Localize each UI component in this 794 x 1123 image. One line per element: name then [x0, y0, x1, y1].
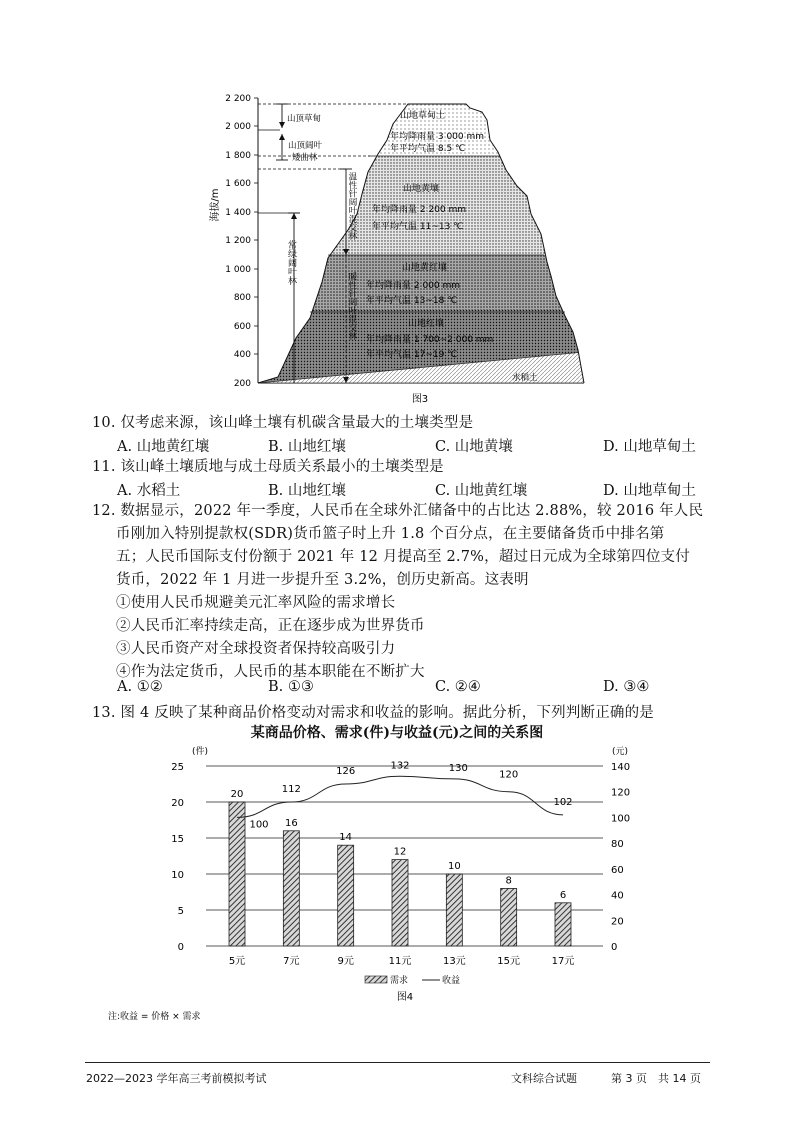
footer-exam-title: 2022—2023 学年高三考前模拟考试 [86, 1072, 267, 1085]
q10-option-d: D. 山地草甸土 [603, 439, 696, 455]
zone-huangrang-temp: 年平均气温 11~13 ℃ [372, 222, 464, 232]
fig3-ytick: 1 200 [225, 236, 251, 246]
revenue-value-label: 112 [281, 784, 301, 795]
fig3-ytick: 2 000 [225, 122, 251, 132]
demand-bar [392, 860, 408, 946]
q12-statement-3: ③人民币资产对全球投资者保持较高吸引力 [116, 641, 396, 657]
revenue-line [237, 776, 563, 817]
revenue-value-label: 130 [448, 762, 468, 774]
demand-value-label: 20 [230, 789, 244, 800]
zone-huanghong-temp: 年平均气温 13~18 ℃ [366, 296, 458, 306]
q10-stem: 10. 仅考虑来源，该山峰土壤有机碳含量最大的土壤类型是 [92, 415, 474, 431]
q12-option-d: D. ③④ [603, 679, 650, 695]
footer-page-number: 第 3 页 共 14 页 [611, 1072, 701, 1085]
q10-option-c: C. 山地黄壤 [435, 439, 513, 455]
fig3-caption: 图3 [411, 394, 429, 405]
category-label: 9元 [337, 956, 354, 967]
zone-caodian-name: 山地草甸土 [400, 111, 446, 121]
chart-right-unit: (元) [612, 747, 629, 757]
zone-hongrang-name: 山地红壤 [408, 319, 445, 329]
revenue-value-label: 132 [390, 760, 410, 772]
right-tick-label: 140 [611, 762, 631, 773]
q12-option-b: B. ①③ [268, 679, 314, 695]
q11-option-a: A. 水稻土 [117, 483, 181, 499]
demand-bar [229, 802, 245, 946]
left-tick-label: 10 [171, 870, 184, 881]
legend-bar-label: 需求 [390, 976, 409, 986]
category-label: 13元 [442, 956, 466, 967]
demand-value-label: 10 [447, 861, 461, 872]
right-tick-label: 0 [611, 942, 618, 953]
footer-subject: 文科综合试题 [511, 1072, 577, 1085]
veg-label-changlv: 常绿阔叶林 [286, 240, 296, 285]
q12-line-2: 币刚加入特别提款权(SDR)货币篮子时上升 1.8 个百分点，在主要储备货币中排名第 [116, 526, 665, 542]
zone-huangrang-rain: 年均降雨量 2 200 mm [372, 205, 467, 215]
q13-stem: 13. 图 4 反映了某种商品价格变动对需求和收益的影响。据此分析，下列判断正确的是 [92, 705, 655, 721]
q12-statement-4: ④作为法定货币，人民币的基本职能在不断扩大 [116, 664, 425, 680]
q12-line-3: 五；人民币国际支付份额于 2021 年 12 月提高至 2.7%，超过日元成为全球第四位支付 [116, 549, 690, 565]
q11-option-d: D. 山地草甸土 [603, 483, 696, 499]
fig3-ytick: 600 [233, 322, 251, 332]
left-tick-label: 5 [177, 906, 184, 917]
fig3-ytick: 200 [233, 379, 251, 389]
revenue-value-label: 126 [336, 766, 356, 777]
zone-huanghong-rain: 年均降雨量 2 000 mm [366, 281, 461, 291]
demand-value-label: 16 [284, 817, 298, 829]
veg-label-kuoye-1: 山顶阔叶 [288, 141, 323, 151]
zone-caodian-temp: 年平均气温 8.5 ℃ [390, 144, 466, 154]
q11-stem: 11. 该山峰土壤质地与成土母质关系最小的土壤类型是 [92, 459, 444, 475]
fig3-ytick: 2 200 [225, 94, 251, 104]
left-tick-label: 0 [177, 942, 184, 953]
category-label: 15元 [497, 956, 521, 967]
zone-shuidao-name: 水稻土 [512, 373, 538, 383]
category-label: 17元 [551, 956, 575, 967]
q12-option-a: A. ①② [117, 679, 163, 695]
right-tick-label: 40 [611, 890, 624, 902]
right-tick-label: 120 [611, 787, 631, 799]
right-tick-label: 60 [611, 864, 624, 876]
demand-value-label: 8 [505, 875, 512, 887]
category-label: 5元 [228, 956, 246, 967]
fig3-ytick: 800 [233, 293, 251, 303]
chart-title: 某商品价格、需求(件)与收益(元)之间的关系图 [250, 725, 544, 741]
category-label: 7元 [283, 956, 300, 967]
chart-left-unit: (件) [192, 747, 209, 757]
demand-bar [501, 888, 517, 946]
q12-statement-2: ②人民币汇率持续走高，正在逐步成为世界货币 [116, 618, 425, 634]
zone-huanghong-name: 山地黄红壤 [402, 263, 448, 273]
demand-value-label: 6 [559, 889, 567, 901]
legend-line-label: 收益 [442, 976, 461, 986]
figure-4-chart [0, 740, 794, 1030]
q10-option-a: A. 山地黄红壤 [117, 439, 210, 455]
revenue-value-label: 102 [553, 796, 573, 808]
veg-label-hunjiao-warm: 温性针阔叶混交林 [347, 172, 357, 240]
fig4-caption: 图4 [396, 992, 414, 1003]
q11-option-c: C. 山地黄红壤 [435, 483, 528, 499]
veg-label-caodian: 山顶草甸 [287, 114, 322, 124]
revenue-value-label: 120 [499, 769, 519, 781]
fig3-ytick: 1 000 [225, 265, 251, 275]
zone-huangrang-name: 山地黄壤 [403, 184, 440, 194]
q10-option-b: B. 山地红壤 [268, 439, 346, 455]
left-tick-label: 20 [171, 798, 184, 809]
figure-3-mountain-soil [0, 0, 794, 410]
right-tick-label: 80 [611, 839, 624, 851]
zone-hongrang-rain: 年均降雨量 1 700~2 000 mm [366, 335, 494, 345]
right-tick-label: 20 [611, 916, 624, 928]
fig3-ytick: 400 [233, 350, 251, 360]
q12-statement-1: ①使用人民币规避美元汇率风险的需求增长 [116, 595, 396, 611]
left-tick-label: 15 [171, 834, 184, 845]
veg-label-hunjiao-hot: 暖性针阔叶混交林 [347, 272, 357, 340]
fig3-ylabel: 海拔/m [210, 188, 221, 222]
chart-note: 注:收益 = 价格 × 需求 [108, 1012, 201, 1022]
demand-value-label: 12 [393, 846, 407, 858]
demand-bar [283, 831, 299, 946]
legend-bar-swatch [365, 976, 387, 983]
zone-caodian-rain: 年均降雨量 3 000 mm [390, 132, 485, 142]
demand-bar [555, 903, 571, 946]
q11-option-b: B. 山地红壤 [268, 483, 346, 499]
q12-line-4: 货币，2022 年 1 月进一步提升至 3.2%，创历史新高。这表明 [116, 572, 529, 588]
fig3-ytick: 1 400 [225, 208, 251, 218]
left-tick-label: 25 [171, 762, 184, 773]
footer-divider [85, 1062, 710, 1063]
demand-bar [338, 845, 354, 946]
q12-option-c: C. ②④ [435, 679, 481, 695]
zone-hongrang-temp: 年平均气温 17~19 ℃ [366, 350, 458, 360]
fig3-ytick: 1 600 [225, 179, 251, 189]
q12-line-1: 12. 数据显示，2022 年一季度，人民币在全球外汇储备中的占比达 2.88%，较 2016 年人民 [92, 503, 704, 519]
category-label: 11元 [388, 956, 412, 967]
revenue-value-label: 100 [249, 819, 269, 831]
veg-label-kuoye-2: 矮曲林 [292, 153, 318, 163]
demand-value-label: 14 [339, 832, 353, 844]
right-tick-label: 100 [611, 813, 631, 825]
demand-bar [446, 874, 462, 946]
fig3-ytick: 1 800 [225, 151, 251, 161]
